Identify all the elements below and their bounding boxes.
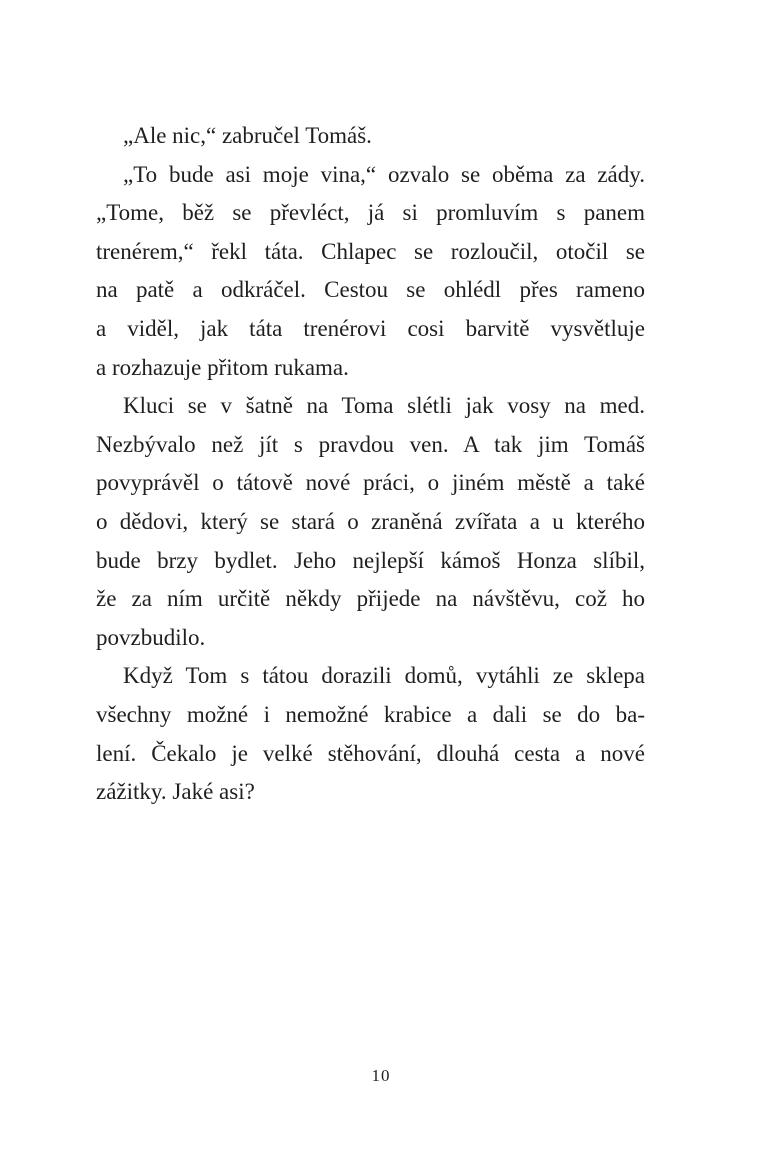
paragraph-2-line-1: „To bude asi moje vina,“ ozvalo se oběma za zády. <box>123 161 645 187</box>
paragraph-1-line-1: „Ale nic,“ zabručel Tomáš. <box>123 123 372 148</box>
paragraph-4-line-4: zážitky. Jaké asi? <box>96 779 255 805</box>
paragraph-2-line-5: a viděl, jak táta trenérovi cosi barvitě vysvětluje <box>96 315 645 341</box>
paragraph-3-line-2: Nezbývalo než jít s pravdou ven. A tak jim Tomáš <box>96 431 645 457</box>
paragraph-3-line-7: povzbudilo. <box>96 624 206 650</box>
paragraph-4-line-1: Když Tom s tátou dorazili domů, vytáhli ze sklepa <box>123 663 645 689</box>
paragraph-2-line-4: na patě a odkráčel. Cestou se ohlédl přes rameno <box>96 277 645 303</box>
page-number: 10 <box>371 1066 391 1085</box>
paragraph-3-line-6: že za ním určitě někdy přijede na návštěvu, což ho <box>96 586 645 612</box>
body-text <box>96 117 645 812</box>
paragraph-3-line-1: Kluci se v šatně na Toma slétli jak vosy na med. <box>123 393 645 419</box>
paragraph-4-line-2: všechny možné i nemožné krabice a dali se do ba- <box>96 701 645 727</box>
paragraph-2-line-6: a rozhazuje přitom rukama. <box>96 354 349 380</box>
paragraph-2-line-2: „Tome, běž se převléct, já si promluvím s panem <box>96 200 645 226</box>
paragraph-3-line-3: povyprávěl o tátově nové práci, o jiném městě a také <box>96 470 645 496</box>
paragraph-2-line-3: trenérem,“ řekl táta. Chlapec se rozloučil, otočil se <box>96 238 645 264</box>
paragraph-3-line-4: o dědovi, který se stará o zraněná zvířata a u kterého <box>96 508 645 534</box>
paragraph-3-line-5: bude brzy bydlet. Jeho nejlepší kámoš Honza slíbil, <box>96 547 645 573</box>
paragraph-4-line-3: lení. Čekalo je velké stěhování, dlouhá cesta a nové <box>96 740 645 766</box>
